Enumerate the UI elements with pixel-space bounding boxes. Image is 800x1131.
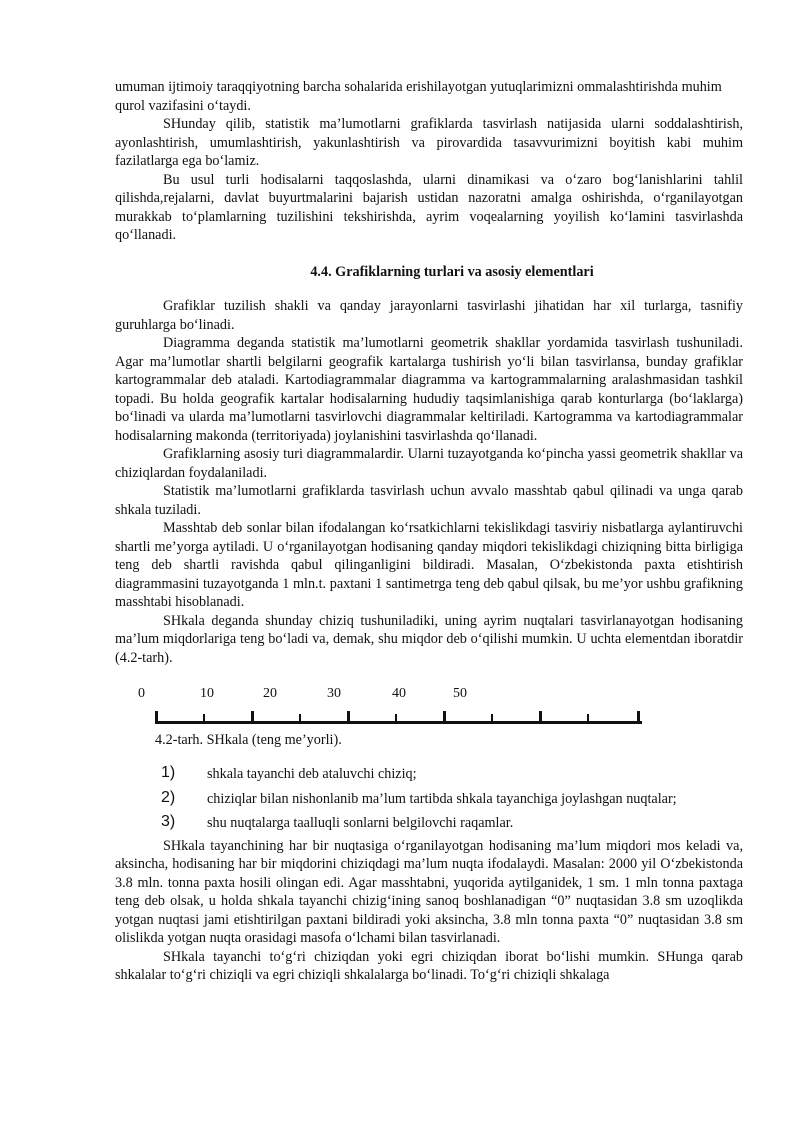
scale-tick xyxy=(203,714,205,722)
document-page xyxy=(115,78,743,985)
list-item xyxy=(115,790,743,809)
scale-label: 0 xyxy=(138,686,145,701)
paragraph-types: Grafiklar tuzilish shakli va qanday jarayonlarni tasvirlashi jihatidan har xil turlarga, tasnifiy guruhlarga bo‘linadi. xyxy=(115,298,743,333)
list-number: 3) xyxy=(161,813,176,830)
scale-tick xyxy=(587,714,589,722)
scale-figure xyxy=(115,679,743,753)
list-text: chiziqlar bilan nishonlanib ma’lum tartibda shkala tayanchiga joylashgan nuqtalar; xyxy=(207,790,677,807)
list-text: shkala tayanchi deb ataluvchi chiziq; xyxy=(207,766,417,782)
paragraph-main-type: Grafiklarning asosiy turi diagrammalardir. Ularni tuzayotganda ko‘pincha yassi geometrik shakllar va chiziqlardan foydalaniladi. xyxy=(115,446,743,481)
scale-tick xyxy=(299,714,301,722)
list-item xyxy=(115,814,743,833)
paragraph-masshtab: Masshtab deb sonlar bilan ifodalangan ko‘rsatkichlarni tekislikdagi tasviriy nisbatlarga aylantiruvchi shartli me’yorga aytiladi. U o‘rganilayotgan hodisaning qanday miqdori tekislikdagi chiziqning bitta birligiga teng deb shartli ravishda qabul qilinganligini bildiradi. Masalan, O‘zbekistonda paxta etishtirish diagrammasini tuzayotganda 1 mln.t. paxtani 1 santimetrga teng deb qabul qilsak, bu me’yor ushbu grafikning masshtabi hisoblanadi. xyxy=(115,520,743,610)
paragraph-usage: Bu usul turli hodisalarni taqqoslashda, ularni dinamikasi va o‘zaro bog‘lanishlarini tahlil qilishda,rejalarni, davlat buyurtmalarini bajarish ustidan nazoratni amalga oshirishda, o‘rganilayotgan murakkab to‘plamlarning tuzilishini tekshirishda, ayrim voqealarning yoyilish ko‘lamini tasvirlashda qo‘llanadi. xyxy=(115,171,743,243)
scale-label: 10 xyxy=(200,686,214,701)
figure-caption: 4.2-tarh. SHkala (teng me’yorli). xyxy=(155,732,342,748)
scale-label: 20 xyxy=(263,686,277,701)
list-text: shu nuqtalarga taalluqli sonlarni belgilovchi raqamlar. xyxy=(207,815,514,831)
scale-label: 40 xyxy=(392,686,406,701)
paragraph-summary: SHunday qilib, statistik ma’lumotlarni grafiklarda tasvirlash natijasida ularni soddalashtirish, ayonlashtirish, umumlashtirish, yakunlashtirish va pirovardida tasavvurimizni boyitish kabi muhim fazilatlarga ega bo‘lamiz. xyxy=(115,116,743,169)
scale-baseline xyxy=(155,721,642,724)
scale-tick xyxy=(251,711,254,723)
scale-label: 30 xyxy=(327,686,341,701)
paragraph-scale-types: SHkala tayanchi to‘g‘ri chiziqdan yoki egri chiziqdan iborat bo‘lishi mumkin. SHunga qarab shkalalar to‘g‘ri chiziqli va egri chiziqli shkalalarga bo‘linadi. To‘g‘ri chiziqli shkalaga xyxy=(115,948,743,983)
list-number: 2) xyxy=(161,788,176,806)
paragraph-scale-intro: Statistik ma’lumotlarni grafiklarda tasvirlash uchun avvalo masshtab qabul qilinadi va unga qarab shkala tuziladi. xyxy=(115,483,743,518)
paragraph-continuation: umuman ijtimoiy taraqqiyotning barcha sohalarida erishilayotgan yutuqlarimizni ommalashtirishda muhim qurol vazifasini o‘taydi. xyxy=(115,79,722,114)
section-heading: 4.4. Grafiklarning turlari va asosiy elementlari xyxy=(310,263,594,280)
paragraph-example: SHkala tayanchining har bir nuqtasiga o‘rganilayotgan hodisaning ma’lum miqdori mos keladi va, aksincha, hodisaning har bir miqdorini chiziqdagi ma’lum nuqta ifodalaydi. Masalan: 2000 yil O‘zbekistonda 3.8 mln. tonna paxta hosili olingan edi. Agar masshtabni, yuqorida aytilganidek, 1 sm. 1 mln tonna paxtaga teng deb olsak, u holda shkala tayanchi chizig‘ining sanoq boshlanadigan “0” nuqtasidan 3.8 sm uzoqlikda yotgan nuqtasi jami etishtirilgan paxtani bildiradi yoki aksincha, 3.8 mln tonna paxta “0” nuqtasidan 3.8 sm olislikda yotgan nuqta orasidagi masofa o‘lchami bilan tasvirlanadi. xyxy=(115,837,743,946)
scale-tick xyxy=(491,714,493,722)
scale-tick xyxy=(443,711,446,723)
scale-tick xyxy=(637,711,640,723)
paragraph-shkala: SHkala deganda shunday chiziq tushuniladiki, uning ayrim nuqtalari tasvirlanayotgan hodisaning ma’lum miqdorlariga teng bo‘ladi va, demak, shu miqdor deb o‘qilishi mumkin. U uchta elementdan iboratdir (4.2-tarh). xyxy=(115,612,743,666)
scale-label: 50 xyxy=(453,686,467,701)
scale-tick xyxy=(155,711,158,723)
paragraph-diagram: Diagramma deganda statistik ma’lumotlarni geometrik shakllar yordamida tasvirlash tushuniladi. Agar ma’lumotlar shartli belgilarni geografik kartalarga tushirish yo‘li bilan tasvirlansa, bunday grafiklar kartogrammalar deb ataladi. Kartodiagrammalar diagramma va kartogrammalarning aralashmasidan tashkil topadi. Bu holda geografik kartalar hodisalarning hududiy taqsimlanishiga qarab konturlarga (bo‘laklarga) bo‘linadi va ularda ma’lumotlarni tasvirlovchi diagrammalar keltiriladi. Kartogramma va kartodiagrammalar hodisalarning makonda (territoriyada) joylanishini tasvirlashda qo‘llanadi. xyxy=(115,335,743,444)
list-item xyxy=(115,765,743,784)
scale-tick xyxy=(539,711,542,723)
scale-tick xyxy=(395,714,397,722)
list-number: 1) xyxy=(161,764,176,781)
scale-tick xyxy=(347,711,350,723)
